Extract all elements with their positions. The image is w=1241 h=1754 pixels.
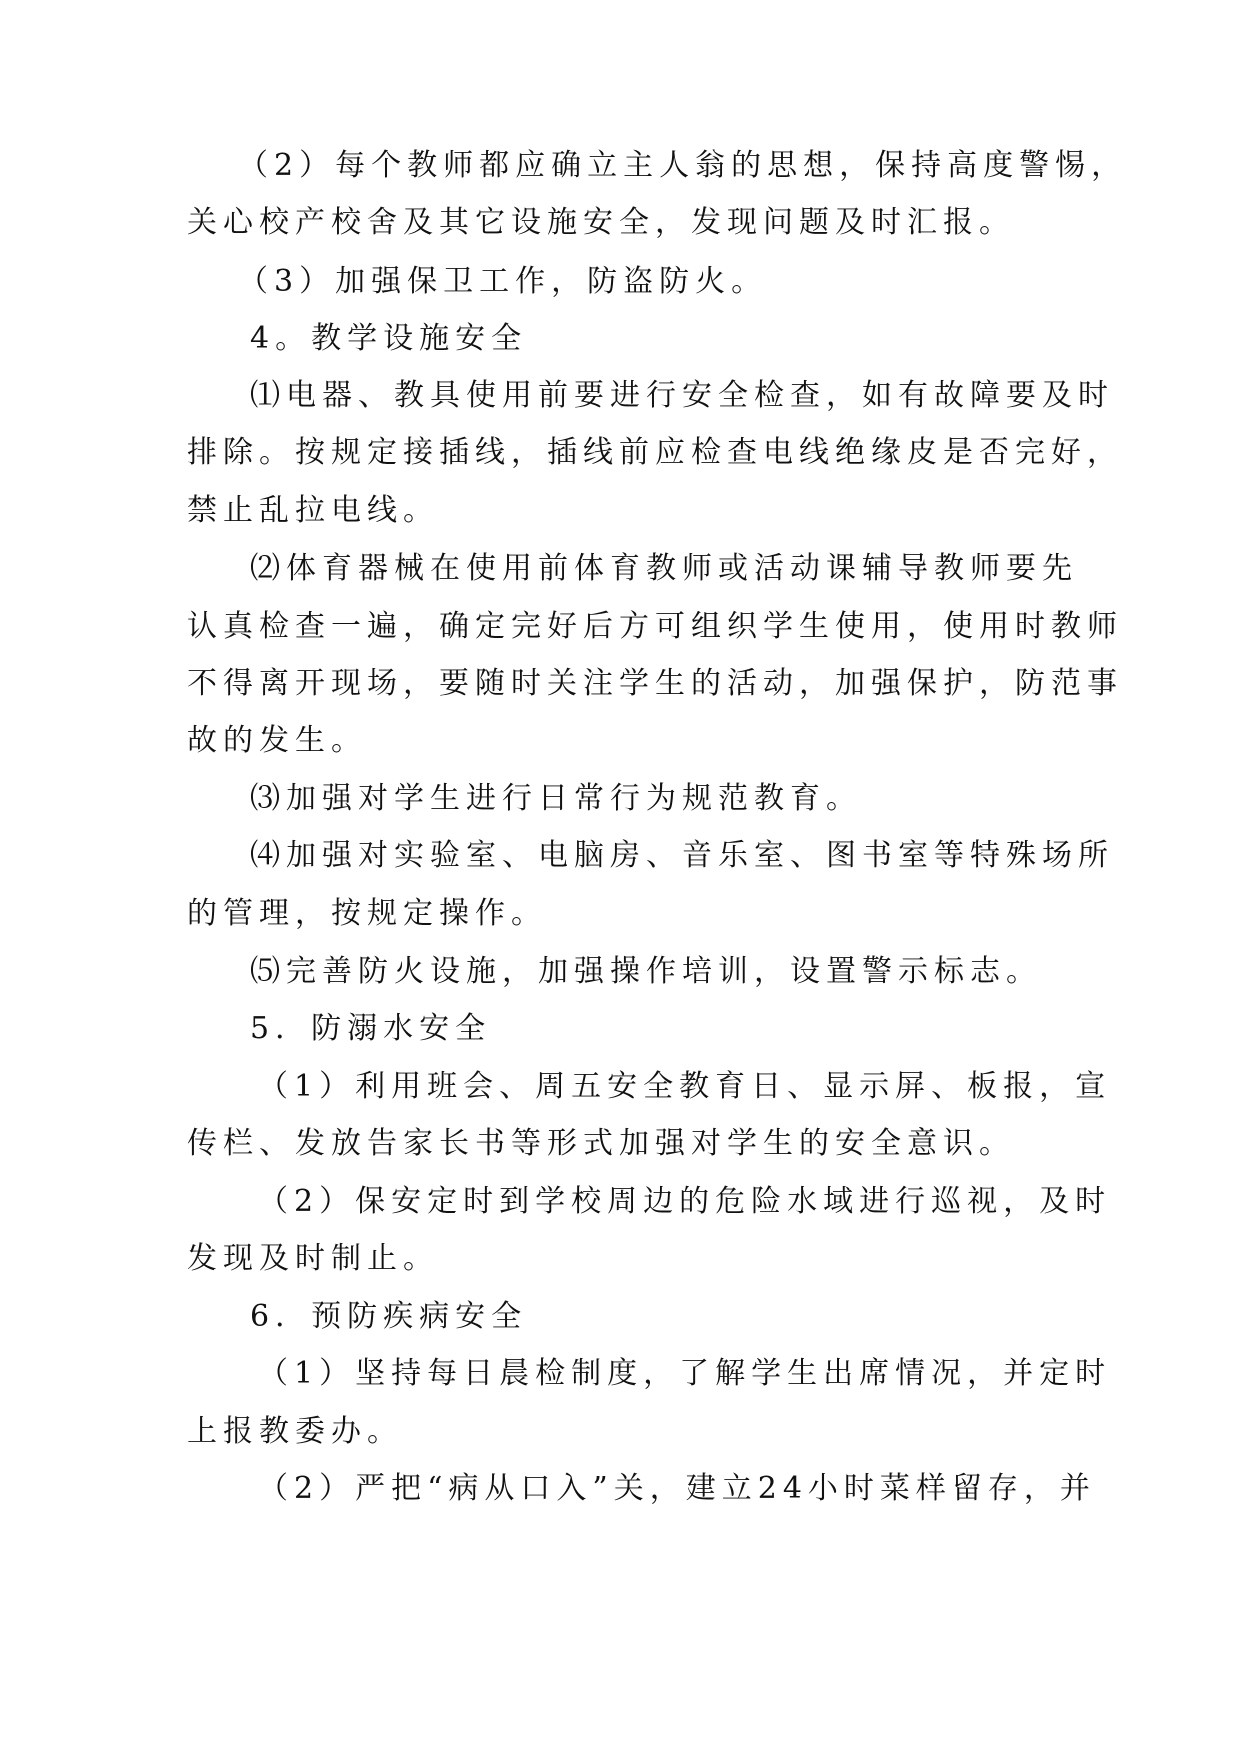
text-line: （2）保安定时到学校周边的危险水域进行巡视，及时 — [258, 1184, 1112, 1219]
text-line: 的管理，按规定操作。 — [187, 896, 547, 931]
text-line: （1）利用班会、周五安全教育日、显示屏、板报，宣 — [258, 1069, 1112, 1104]
text-line: 故的发生。 — [187, 723, 367, 758]
text-line: 发现及时制止。 — [187, 1241, 439, 1276]
text-line: 传栏、发放告家长书等形式加强对学生的安全意识。 — [187, 1126, 1015, 1161]
text-line: ⑴电器、教具使用前要进行安全检查，如有故障要及时 — [250, 378, 1114, 413]
text-line: 6．预防疾病安全 — [250, 1299, 528, 1334]
text-line: 认真检查一遍，确定完好后方可组织学生使用，使用时教师 — [187, 609, 1123, 644]
text-line: （1）坚持每日晨检制度，了解学生出席情况，并定时 — [258, 1356, 1112, 1391]
text-line: 禁止乱拉电线。 — [187, 493, 439, 528]
text-line: 5．防溺水安全 — [250, 1011, 492, 1046]
text-line: 排除。按规定接插线，插线前应检查电线绝缘皮是否完好， — [187, 435, 1123, 470]
text-line: ⑵体育器械在使用前体育教师或活动课辅导教师要先 — [250, 551, 1078, 586]
text-line: （2）严把“病从口入”关，建立24小时菜样留存，并 — [258, 1471, 1096, 1506]
text-line: 上报教委办。 — [187, 1414, 403, 1449]
text-line: 4。教学设施安全 — [250, 321, 528, 356]
text-line: （3）加强保卫工作，防盗防火。 — [238, 264, 768, 299]
text-line: 关心校产校舍及其它设施安全，发现问题及时汇报。 — [187, 205, 1015, 240]
text-line: ⑶加强对学生进行日常行为规范教育。 — [250, 781, 862, 816]
text-line: ⑷加强对实验室、电脑房、音乐室、图书室等特殊场所 — [250, 838, 1114, 873]
text-line: 不得离开现场，要随时关注学生的活动，加强保护，防范事 — [187, 666, 1123, 701]
text-line: （2）每个教师都应确立主人翁的思想，保持高度警惕， — [238, 148, 1128, 183]
text-line: ⑸完善防火设施，加强操作培训，设置警示标志。 — [250, 954, 1042, 989]
